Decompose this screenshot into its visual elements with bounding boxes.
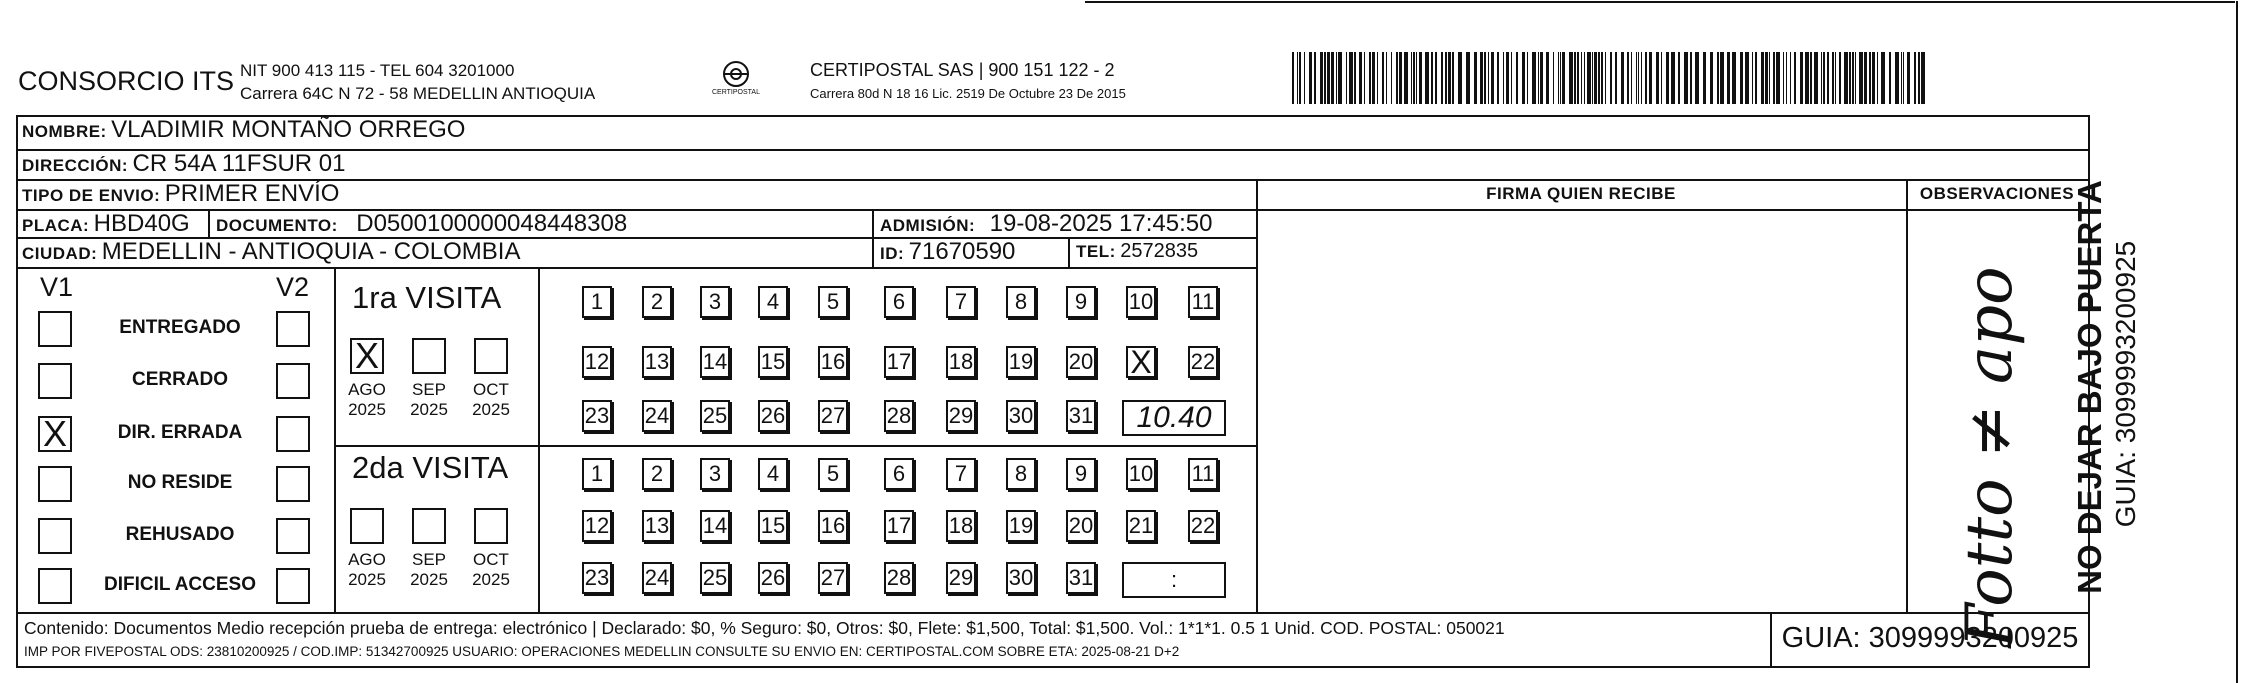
barcode-bar — [1695, 52, 1699, 104]
barcode-bar — [1488, 52, 1489, 104]
barcode-bar — [1901, 52, 1902, 104]
barcode-bar — [1292, 52, 1294, 104]
barcode-bar — [1560, 52, 1561, 104]
barcode-bar — [1844, 52, 1848, 104]
day-box[interactable]: 1 — [582, 286, 612, 318]
day-box[interactable]: 30 — [1006, 400, 1036, 432]
barcode-bar — [1684, 52, 1688, 104]
grid-line — [1906, 179, 1908, 614]
barcode-bar — [1740, 52, 1743, 104]
v1-label: V1 — [40, 272, 74, 302]
day-box[interactable]: 5 — [818, 286, 848, 318]
day-box[interactable]: 29 — [946, 400, 976, 432]
day-box[interactable]: 7 — [946, 286, 976, 318]
month-label: SEP — [411, 550, 447, 569]
barcode-bar — [1324, 52, 1326, 104]
day-box[interactable]: 31 — [1066, 562, 1096, 594]
day-box[interactable]: 24 — [642, 562, 672, 594]
v2-label: V2 — [276, 272, 310, 302]
day-box[interactable]: 18 — [946, 346, 976, 378]
barcode-bar — [1299, 52, 1301, 104]
barcode-bar — [1852, 52, 1854, 104]
barcode-bar — [1786, 52, 1787, 104]
nombre-value: VLADIMIR MONTAÑO ORREGO — [111, 116, 466, 143]
day-box[interactable]: 13 — [642, 510, 672, 542]
barcode-bar — [1895, 52, 1899, 104]
v1-checkbox[interactable] — [38, 466, 72, 502]
grid-line — [1068, 237, 1070, 267]
day-box[interactable]: 15 — [758, 510, 788, 542]
grid-line — [872, 209, 874, 267]
barcode-bar — [1794, 52, 1796, 104]
month-label: AGO — [348, 380, 386, 399]
barcode-bar — [1577, 52, 1579, 104]
day-box[interactable]: 16 — [818, 346, 848, 378]
barcode-bar — [1921, 52, 1925, 104]
barcode-bar — [1297, 52, 1298, 104]
footer-imp: IMP POR FIVEPOSTAL ODS: 23810200925 / COD.IMP: 51342700925 USUARIO: OPERACIONES MEDELLIN CONSULTE SU ENVIO EN: CERTIPOSTAL.COM SOBRE ETA: 2025-08-21 D+2 — [24, 644, 1180, 659]
barcode-bar — [1574, 52, 1576, 104]
barcode-bar — [1382, 52, 1384, 104]
second-visit-title: 2da VISITA — [352, 450, 509, 485]
company-nit: NIT 900 413 115 - TEL 604 3201000 — [240, 61, 515, 80]
day-box[interactable]: 3 — [700, 286, 730, 318]
barcode-bar — [1727, 52, 1730, 104]
id-label: ID: — [880, 244, 905, 263]
barcode-bar — [1666, 52, 1669, 104]
day-box[interactable]: 10 — [1126, 286, 1156, 318]
day-box[interactable]: 28 — [884, 400, 914, 432]
ciudad-value: MEDELLIN - ANTIOQUIA - COLOMBIA — [101, 238, 521, 265]
day-box[interactable]: 2 — [642, 286, 672, 318]
barcode-bar — [1404, 52, 1408, 104]
barcode-bar — [1336, 52, 1337, 104]
firma-label: FIRMA QUIEN RECIBE — [1486, 184, 1676, 203]
first-visit-title: 1ra VISITA — [352, 280, 502, 315]
barcode-bar — [1474, 52, 1477, 104]
barcode-bar — [1527, 52, 1528, 104]
barcode-bar — [1562, 52, 1565, 104]
v1-checkbox[interactable] — [38, 363, 72, 399]
barcode-bar — [1516, 52, 1518, 104]
barcode-bar — [1532, 52, 1536, 104]
year-label: 2025 — [410, 570, 448, 589]
barcode-bar — [1823, 52, 1825, 104]
day-box[interactable]: 22 — [1188, 510, 1218, 542]
v2-checkbox[interactable] — [276, 518, 310, 554]
barcode-bar — [1506, 52, 1509, 104]
month-checkbox[interactable] — [350, 335, 384, 376]
barcode-bar — [1354, 52, 1356, 104]
company-address: Carrera 64C N 72 - 58 MEDELLIN ANTIOQUIA — [240, 84, 596, 103]
day-box[interactable]: 3 — [700, 458, 730, 490]
logo-text: CERTIPOSTAL — [712, 89, 760, 96]
barcode-bar — [1522, 52, 1525, 104]
barcode-bar — [1452, 52, 1454, 104]
status-label: REHUSADO — [125, 524, 235, 545]
barcode-bar — [1391, 52, 1392, 104]
nombre-label: NOMBRE: — [22, 122, 107, 141]
v1-checkbox[interactable] — [38, 311, 72, 347]
barcode-bar — [1587, 52, 1591, 104]
barcode-bar — [1484, 52, 1486, 104]
barcode-bar — [1889, 52, 1891, 104]
barcode-bar — [1638, 52, 1639, 104]
day-box[interactable]: 30 — [1006, 562, 1036, 594]
id-row — [880, 238, 1015, 266]
barcode-bar — [1839, 52, 1841, 104]
day-box[interactable]: 27 — [818, 562, 848, 594]
visit-time-box[interactable]: 10.40 — [1122, 400, 1226, 436]
day-box[interactable]: 25 — [700, 562, 730, 594]
nombre-row — [22, 116, 465, 144]
grid-line — [16, 115, 18, 668]
tel-row — [1076, 240, 1198, 263]
status-label: NO RESIDE — [127, 472, 233, 493]
day-box[interactable]: 7 — [946, 458, 976, 490]
day-box[interactable]: 29 — [946, 562, 976, 594]
observaciones-label: OBSERVACIONES — [1919, 184, 2075, 203]
month-checkbox[interactable] — [412, 508, 446, 544]
barcode-bar — [1364, 52, 1365, 104]
barcode-bar — [1610, 52, 1612, 104]
barcode-bar — [1309, 52, 1312, 104]
status-label: CERRADO — [131, 369, 229, 390]
ciudad-row — [22, 238, 520, 266]
v2-checkbox[interactable] — [276, 363, 310, 399]
barcode-bar — [1399, 52, 1402, 104]
tipo-row — [22, 180, 339, 208]
barcode-bar — [1491, 52, 1494, 104]
barcode-bar — [1769, 52, 1770, 104]
check-mark: X — [42, 413, 67, 454]
month-label: OCT — [473, 550, 509, 569]
barcode-bar — [1872, 52, 1875, 104]
barcode-bar — [1359, 52, 1362, 104]
barcode-bar — [1773, 52, 1775, 104]
day-box[interactable]: 25 — [700, 400, 730, 432]
barcode-bar — [1320, 52, 1323, 104]
day-box[interactable]: 9 — [1066, 458, 1096, 490]
barcode-bar — [1569, 52, 1573, 104]
barcode-bar — [1752, 52, 1753, 104]
day-box[interactable]: 2 — [642, 458, 672, 490]
day-box[interactable]: 31 — [1066, 400, 1096, 432]
grid-line — [538, 267, 540, 612]
barcode-bar — [1338, 52, 1342, 104]
barcode-bar — [1814, 52, 1818, 104]
barcode-bar — [1605, 52, 1606, 104]
day-box[interactable]: 21 — [1126, 510, 1156, 542]
barcode-bar — [1710, 52, 1713, 104]
side-notice: NO DEJAR BAJO PUERTA — [2071, 180, 2108, 594]
day-box[interactable]: 26 — [758, 400, 788, 432]
id-value: 71670590 — [908, 238, 1016, 265]
day-box[interactable]: 27 — [818, 400, 848, 432]
barcode-bar — [1601, 52, 1603, 104]
month-checkbox[interactable] — [412, 338, 446, 374]
v2-checkbox[interactable] — [276, 416, 310, 452]
barcode-bar — [1304, 52, 1305, 104]
ciudad-label: CIUDAD: — [22, 244, 98, 263]
v1-checkbox[interactable] — [38, 568, 72, 604]
barcode-bar — [1821, 52, 1822, 104]
day-box[interactable]: 8 — [1006, 286, 1036, 318]
day-box[interactable]: 12 — [582, 510, 612, 542]
barcode-bar — [1810, 52, 1812, 104]
month-checkbox[interactable] — [474, 338, 508, 374]
grid-line — [208, 209, 210, 237]
month-label: OCT — [473, 380, 509, 399]
barcode-bar — [1855, 52, 1856, 104]
month-label: AGO — [348, 550, 386, 569]
barcode-bar — [1732, 52, 1736, 104]
barcode-bar — [1540, 52, 1543, 104]
barcode-bar — [1877, 52, 1878, 104]
v1-checkbox[interactable] — [38, 518, 72, 554]
barcode-bar — [1416, 52, 1417, 104]
barcode-bar — [1377, 52, 1378, 104]
barcode-bar — [1661, 52, 1662, 104]
footer-contenido: Contenido: Documentos Medio recepción prueba de entrega: electrónico | Declarado: $0, % Seguro: $0, Otros: $0, Flete: $1,500, Total: $1,500. Vol.: 1*1*1. 0.5 1 Unid. COD. POSTAL: 050021 — [24, 618, 1505, 638]
day-box[interactable]: 20 — [1066, 346, 1096, 378]
barcode-bar — [1755, 52, 1757, 104]
barcode-bar — [1745, 52, 1749, 104]
barcode-bar — [1849, 52, 1851, 104]
v2-checkbox[interactable] — [276, 568, 310, 604]
barcode-bar — [1864, 52, 1867, 104]
grid-line — [16, 612, 2088, 614]
barcode-bar — [1327, 52, 1330, 104]
barcode-bar — [1466, 52, 1470, 104]
placa-value: HBD40G — [93, 210, 190, 237]
barcode-bar — [1671, 52, 1675, 104]
barcode-bar — [1372, 52, 1375, 104]
barcode-bar — [1558, 52, 1559, 104]
barcode-bar — [1546, 52, 1549, 104]
day-box[interactable]: 24 — [642, 400, 672, 432]
year-label: 2025 — [410, 400, 448, 419]
day-box[interactable]: 1 — [582, 458, 612, 490]
barcode-bar — [1621, 52, 1624, 104]
day-box[interactable]: 15 — [758, 346, 788, 378]
day-box[interactable]: 16 — [818, 510, 848, 542]
day-box[interactable]: 11 — [1188, 286, 1218, 318]
barcode-bar — [1805, 52, 1809, 104]
day-box[interactable]: 17 — [884, 510, 914, 542]
day-box[interactable]: 17 — [884, 346, 914, 378]
tel-value: 2572835 — [1120, 240, 1199, 262]
barcode-bar — [1656, 52, 1659, 104]
barcode-bar — [1903, 52, 1904, 104]
day-box[interactable]: 26 — [758, 562, 788, 594]
year-label: 2025 — [472, 570, 510, 589]
barcode-bar — [1907, 52, 1910, 104]
barcode-bar — [1703, 52, 1706, 104]
barcode-bar — [1386, 52, 1387, 104]
barcode-bar — [1346, 52, 1347, 104]
barcode-bar — [1584, 52, 1585, 104]
barcode-bar — [1914, 52, 1916, 104]
day-box[interactable]: 20 — [1066, 510, 1096, 542]
v2-checkbox[interactable] — [276, 466, 310, 502]
barcode-bar — [1761, 52, 1764, 104]
barcode-bar — [1645, 52, 1647, 104]
status-label: DIFICIL ACCESO — [103, 574, 256, 595]
barcode-bar — [1800, 52, 1803, 104]
check-mark: X — [354, 335, 379, 376]
day-box[interactable]: 28 — [884, 562, 914, 594]
barcode-bar — [1331, 52, 1334, 104]
barcode-bar — [1413, 52, 1415, 104]
direccion-value: CR 54A 11FSUR 01 — [132, 150, 346, 177]
day-box[interactable]: 13 — [642, 346, 672, 378]
day-box[interactable]: X — [1126, 346, 1156, 378]
visit-time-box[interactable]: : — [1122, 562, 1226, 598]
carrier-name: CERTIPOSTAL SAS | 900 151 122 - 2 — [810, 60, 1115, 80]
day-box[interactable]: 19 — [1006, 510, 1036, 542]
direccion-row — [22, 150, 346, 178]
barcode-bar — [1678, 52, 1680, 104]
tipo-label: TIPO DE ENVIO: — [22, 186, 161, 205]
barcode-bar — [1497, 52, 1499, 104]
month-checkbox[interactable] — [474, 508, 508, 544]
documento-value: D0500100000048448308 — [356, 210, 628, 237]
day-box[interactable]: 23 — [582, 400, 612, 432]
barcode-bar — [1411, 52, 1412, 104]
status-label: ENTREGADO — [119, 317, 241, 338]
day-box[interactable]: 10 — [1126, 458, 1156, 490]
grid-line — [1256, 179, 1258, 614]
barcode-bar — [1636, 52, 1637, 104]
day-box[interactable]: 9 — [1066, 286, 1096, 318]
barcode-bar — [1835, 52, 1836, 104]
day-box[interactable]: 14 — [700, 510, 730, 542]
tel-label: TEL: — [1076, 242, 1116, 261]
barcode-bar — [1349, 52, 1353, 104]
barcode-bar — [1832, 52, 1834, 104]
barcode-bar — [1881, 52, 1885, 104]
barcode-bar — [1594, 52, 1597, 104]
barcode-bar — [1690, 52, 1692, 104]
documento-label: DOCUMENTO: — [216, 216, 338, 235]
barcode-bar — [1641, 52, 1642, 104]
top-border — [1085, 1, 2235, 3]
day-box[interactable]: 19 — [1006, 346, 1036, 378]
barcode-bar — [1592, 52, 1593, 104]
barcode-bar — [1445, 52, 1447, 104]
barcode-bar — [1511, 52, 1512, 104]
barcode-bar — [1720, 52, 1724, 104]
day-box[interactable]: 14 — [700, 346, 730, 378]
certipostal-logo — [710, 58, 762, 106]
documento-row — [216, 210, 627, 238]
admision-label: ADMISIÓN: — [880, 216, 976, 235]
barcode-bar — [1480, 52, 1483, 104]
barcode-bar — [1396, 52, 1398, 104]
footer-guia: GUIA: 3099993200925 — [1781, 622, 2079, 654]
grid-line — [16, 666, 2088, 668]
barcode-bar — [1776, 52, 1780, 104]
grid-line — [16, 267, 1256, 269]
day-box[interactable]: 6 — [884, 458, 914, 490]
barcode-bar — [1425, 52, 1429, 104]
company-name: CONSORCIO ITS — [18, 66, 235, 96]
v1-checkbox[interactable] — [38, 413, 72, 454]
year-label: 2025 — [348, 570, 386, 589]
barcode-bar — [1717, 52, 1719, 104]
status-label: DIR. ERRADA — [117, 422, 243, 443]
barcode-bar — [1553, 52, 1554, 104]
barcode-bar — [1859, 52, 1863, 104]
barcode-bar — [1431, 52, 1433, 104]
month-label: SEP — [411, 380, 447, 399]
barcode-bar — [1369, 52, 1371, 104]
day-box[interactable]: 8 — [1006, 458, 1036, 490]
barcode-bar — [1631, 52, 1632, 104]
grid-line — [334, 445, 1256, 447]
barcode-bar — [1869, 52, 1871, 104]
side-guia: GUIA: 3099993200925 — [2110, 240, 2141, 528]
barcode-bar — [1765, 52, 1768, 104]
barcode-bar — [1783, 52, 1784, 104]
barcode-bar — [1827, 52, 1829, 104]
grid-line — [334, 267, 336, 612]
month-checkbox[interactable] — [350, 508, 384, 544]
year-label: 2025 — [348, 400, 386, 419]
day-box[interactable]: 22 — [1188, 346, 1218, 378]
right-border — [2236, 1, 2238, 683]
barcode-bar — [1649, 52, 1652, 104]
barcode-bar — [1441, 52, 1443, 104]
admision-row — [880, 210, 1212, 238]
barcode-bar — [1598, 52, 1600, 104]
v2-checkbox[interactable] — [276, 311, 310, 347]
placa-row — [22, 210, 190, 238]
handwritten-observation: Fotto ≠ apo — [1953, 266, 2027, 648]
day-box[interactable]: 5 — [818, 458, 848, 490]
barcode — [1292, 52, 1928, 104]
barcode-bar — [1503, 52, 1504, 104]
admision-value: 19-08-2025 17:45:50 — [989, 210, 1213, 237]
barcode-bar — [1538, 52, 1539, 104]
year-label: 2025 — [472, 400, 510, 419]
day-box[interactable]: 18 — [946, 510, 976, 542]
barcode-bar — [1581, 52, 1582, 104]
placa-label: PLACA: — [22, 216, 90, 235]
day-box[interactable]: 4 — [758, 286, 788, 318]
barcode-bar — [1918, 52, 1920, 104]
direccion-label: DIRECCIÓN: — [22, 156, 129, 175]
day-box[interactable]: 23 — [582, 562, 612, 594]
day-box[interactable]: 11 — [1188, 458, 1218, 490]
carrier-address: Carrera 80d N 18 16 Lic. 2519 De Octubre 23 De 2015 — [810, 86, 1126, 101]
barcode-bar — [1627, 52, 1629, 104]
barcode-bar — [1314, 52, 1316, 104]
barcode-bar — [1615, 52, 1617, 104]
day-box[interactable]: 6 — [884, 286, 914, 318]
barcode-bar — [1458, 52, 1462, 104]
barcode-bar — [1435, 52, 1437, 104]
barcode-bar — [1419, 52, 1422, 104]
barcode-bar — [1448, 52, 1451, 104]
tipo-value: PRIMER ENVÍO — [164, 180, 340, 207]
barcode-bar — [1790, 52, 1791, 104]
day-box[interactable]: 4 — [758, 458, 788, 490]
day-box[interactable]: 12 — [582, 346, 612, 378]
